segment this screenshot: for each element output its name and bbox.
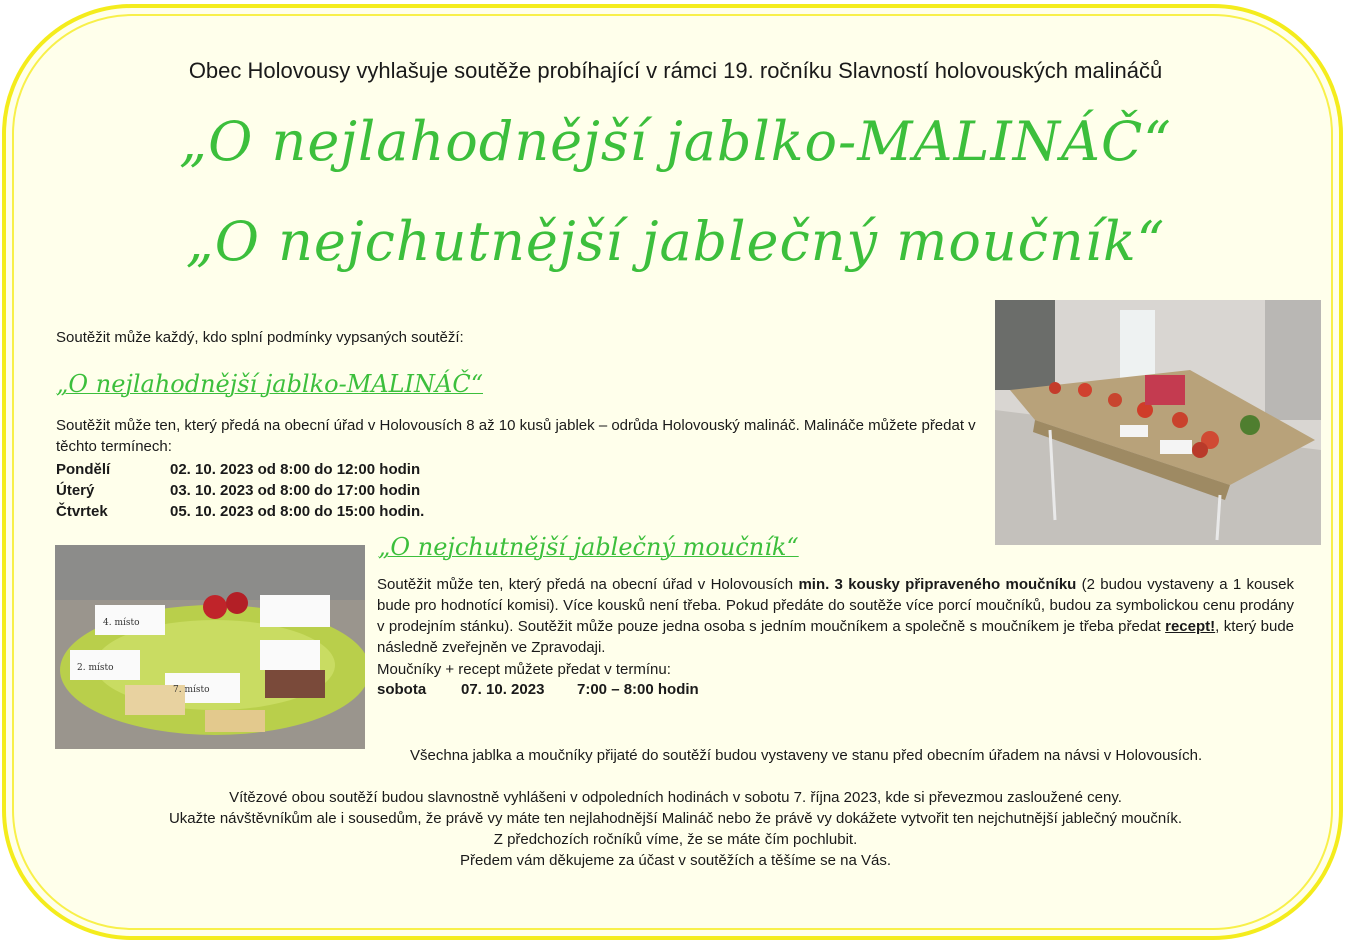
label-2-misto: 2. místo <box>77 663 114 673</box>
schedule-day: Čtvrtek <box>56 503 108 520</box>
schedule-day: Pondělí <box>56 461 111 478</box>
cake-schedule <box>377 681 699 698</box>
cake-section-title: „O nejchutnější jablečný moučník“ <box>378 533 799 561</box>
eligibility-text: Soutěžit může každý, kdo splní podmínky vypsaných soutěží: <box>56 329 464 346</box>
label-4-misto: 4. místo <box>103 618 140 628</box>
cakes-image <box>55 545 365 749</box>
cake-text-part: (2 budou vystaveny a 1 kousek bude pro hodnotící komisi). Více kousků není třeba. Pokud předáte do soutěže více porcí moučníků, budou za symbolickou cenu prodány v prodejním stánku). Soutěžit může pouze jedna osoba s jedním moučníkem a společně s moučníkem je třeba předat <box>377 576 1295 635</box>
headline-apple: „O nejlahodnější jablko-MALINÁČ“ <box>179 110 1172 173</box>
schedule-row <box>56 501 424 522</box>
recipe-emphasis: recept! <box>1165 618 1216 635</box>
apple-table-image <box>995 300 1321 545</box>
closing-line: Vítězové obou soutěží budou slavnostně vyhlášeni v odpoledních hodinách v sobotu 7. října 2023, kde si převezmou zasloužené ceny. <box>229 789 1122 806</box>
apple-section-title: „O nejlahodnější jablko-MALINÁČ“ <box>56 370 483 398</box>
schedule-time: 03. 10. 2023 od 8:00 do 17:00 hodin <box>170 482 421 499</box>
cake-date: 07. 10. 2023 <box>461 681 545 698</box>
photo-cakes <box>55 545 365 749</box>
cake-time: 7:00 – 8:00 hodin <box>577 681 699 698</box>
closing-line: Z předchozích ročníků víme, že se máte čím pochlubit. <box>493 831 858 848</box>
closing-line: Předem vám děkujeme za účast v soutěžích a těšíme se na Vás. <box>459 852 892 869</box>
cake-deliver-text: Moučníky + recept můžete předat v termínu: <box>377 661 671 678</box>
intro-text: Obec Holovousy vyhlašuje soutěže probíhající v rámci 19. ročníku Slavností holovouských malináčů <box>188 58 1163 83</box>
label-7-misto: 7. místo <box>173 685 210 695</box>
display-note: Všechna jablka a moučníky přijaté do soutěží budou vystaveny ve stanu před obecním úřadem na návsi v Holovousích. <box>410 747 1203 764</box>
apple-schedule <box>56 459 424 522</box>
cake-text-part: , který bude následně zveřejněn ve Zpravodaji. <box>377 618 1295 656</box>
closing-line: Ukažte návštěvníkům ale i sousedům, že právě vy máte ten nejlahodnější Malináč nebo že právě vy dokážete vytvořit ten nejchutnější jablečný moučník. <box>168 810 1183 827</box>
cake-section-text <box>377 574 1294 658</box>
cake-day: sobota <box>377 681 427 698</box>
schedule-day: Úterý <box>56 482 95 499</box>
schedule-time: 02. 10. 2023 od 8:00 do 12:00 hodin <box>170 461 421 478</box>
cake-text-part: Soutěžit může ten, který předá na obecní úřad v Holovousích <box>377 576 799 593</box>
schedule-time: 05. 10. 2023 od 8:00 do 15:00 hodin. <box>170 503 425 520</box>
schedule-row <box>56 480 424 501</box>
cake-text-bold: min. 3 kousky připraveného moučníku <box>798 576 1077 593</box>
photo-apple-table <box>995 300 1321 545</box>
schedule-row <box>56 459 424 480</box>
closing-block <box>0 787 1351 871</box>
apple-section-text: Soutěžit může ten, který předá na obecní úřad v Holovousích 8 až 10 kusů jablek – odrůda Holovouský malináč. Malináče můžete předat v těchto termínech: <box>56 417 976 455</box>
headline-cake: „O nejchutnější jablečný moučník“ <box>185 210 1166 273</box>
